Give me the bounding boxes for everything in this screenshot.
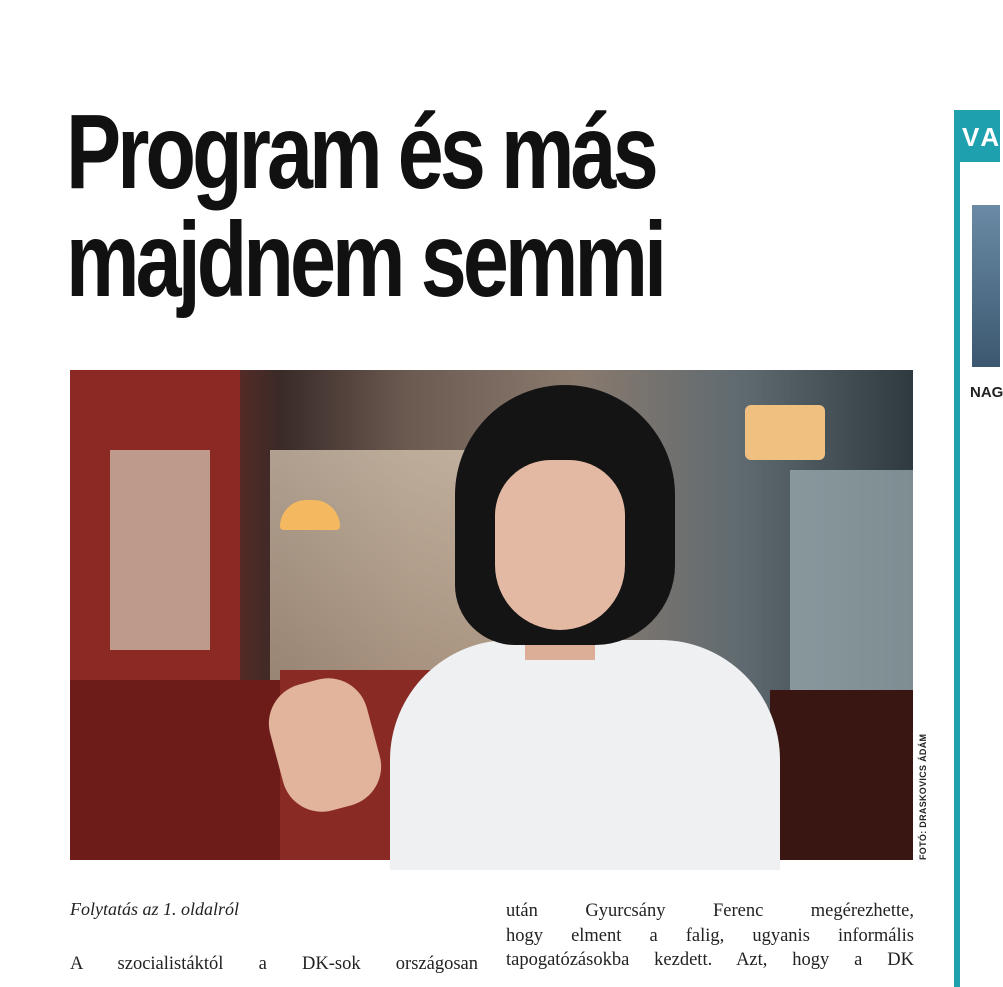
article-line: hogy elment a falig, ugyanis informális bbox=[506, 925, 914, 946]
article-line: tapogatózásokba kezdett. Azt, hogy a DK bbox=[506, 950, 914, 970]
headline-line-1: Program és más bbox=[66, 93, 655, 211]
photo-sofa bbox=[70, 680, 280, 860]
photo-window bbox=[110, 450, 210, 650]
photo-ceiling-lamp bbox=[745, 405, 825, 460]
article-line: után Gyurcsány Ferenc megérezhette, bbox=[506, 901, 914, 921]
headline-line-2: majdnem semmi bbox=[66, 201, 664, 319]
photo-person-face bbox=[495, 460, 625, 630]
photo-person-shirt bbox=[390, 640, 780, 870]
sidebar-border bbox=[954, 160, 960, 987]
article-left-column: A szocialistáktól a DK-sok országosan bbox=[70, 954, 478, 974]
photo-chair-right bbox=[770, 690, 913, 860]
sidebar-name: NAG bbox=[970, 384, 1003, 401]
headline bbox=[66, 93, 721, 319]
sidebar-header: VA bbox=[962, 122, 1003, 152]
continued-from-label: Folytatás az 1. oldalról bbox=[70, 899, 240, 919]
article-right-column bbox=[506, 899, 914, 973]
sidebar-photo bbox=[972, 205, 1000, 367]
photo-credit: FOTÓ: DRASKOVICS ÁDÁM bbox=[918, 733, 928, 860]
article-photo bbox=[70, 370, 913, 860]
